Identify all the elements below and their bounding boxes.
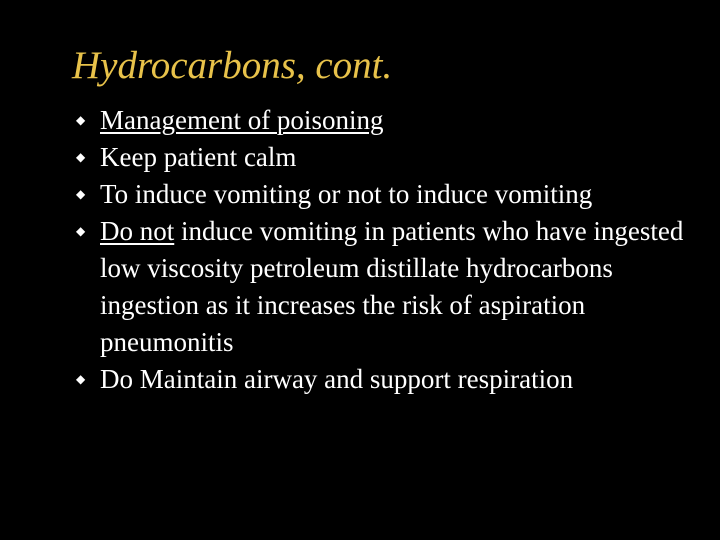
- diamond-bullet-icon: ◆: [76, 372, 86, 386]
- bullet-item: [76, 361, 706, 398]
- bullet-text-underlined: Management of poisoning: [100, 105, 384, 135]
- diamond-bullet-icon: ◆: [76, 187, 86, 201]
- bullet-text: Keep patient calm: [100, 142, 297, 172]
- diamond-bullet-icon: ◆: [76, 224, 86, 238]
- bullet-item: [76, 139, 706, 176]
- bullet-text: To induce vomiting or not to induce vomiting: [100, 179, 593, 209]
- diamond-bullet-icon: ◆: [76, 150, 86, 164]
- bullet-text-underlined: Do not: [100, 216, 175, 246]
- bullet-item: [76, 213, 706, 361]
- bullet-list: [76, 102, 706, 398]
- diamond-bullet-icon: ◆: [76, 113, 86, 127]
- bullet-text: Do Maintain airway and support respiration: [100, 364, 574, 394]
- bullet-item: [76, 176, 706, 213]
- bullet-text: induce vomiting in patients who have ingested low viscosity petroleum distillate hydrocarbons ingestion as it increases the risk of aspiration pneumonitis: [100, 216, 684, 357]
- slide-title: Hydrocarbons, cont.: [72, 44, 393, 87]
- bullet-item: [76, 102, 706, 139]
